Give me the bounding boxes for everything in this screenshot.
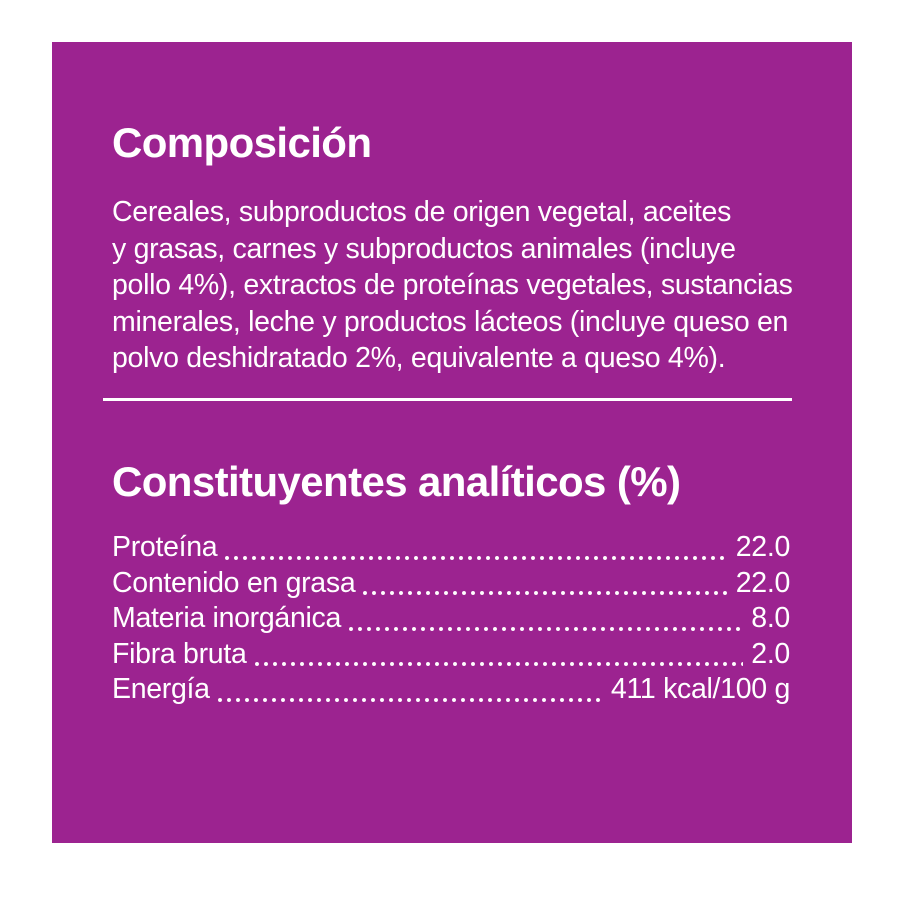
composition-line: pollo 4%), extractos de proteínas vegetales, sustancias: [112, 269, 793, 301]
section-divider: [103, 398, 792, 401]
dot-leader: [225, 556, 727, 560]
composition-title: Composición: [112, 119, 372, 166]
composition-text: [112, 194, 793, 377]
constituents-table: [112, 531, 790, 709]
composition-line: y grasas, carnes y subproductos animales (incluye: [112, 232, 736, 265]
row-value: 22.0: [735, 566, 790, 599]
composition-line: polvo deshidratado 2%, equivalente a queso 4%).: [112, 342, 726, 374]
row-label: Contenido en grasa: [112, 566, 356, 599]
table-row: [112, 567, 790, 603]
nutrition-panel: [52, 42, 852, 843]
row-value: 2.0: [751, 637, 790, 670]
dot-leader: [218, 698, 603, 702]
row-label: Materia inorgánica: [112, 602, 342, 634]
analytical-constituents-title: Constituyentes analíticos (%): [112, 458, 681, 505]
composition-line: minerales, leche y productos lácteos (incluye queso en: [112, 305, 789, 338]
row-label: Proteína: [112, 531, 218, 563]
table-row: [112, 673, 790, 709]
table-row: [112, 638, 790, 674]
row-value: 22.0: [735, 531, 790, 563]
dot-leader: [349, 627, 743, 631]
row-label: Fibra bruta: [112, 637, 247, 670]
row-value: 411 kcal/100 g: [610, 673, 790, 705]
composition-line: Cereales, subproductos de origen vegetal, aceites: [112, 196, 732, 228]
table-row: [112, 531, 790, 567]
dot-leader: [255, 662, 744, 666]
row-label: Energía: [112, 673, 210, 705]
table-row: [112, 602, 790, 638]
dot-leader: [363, 591, 727, 595]
row-value: 8.0: [751, 602, 790, 634]
